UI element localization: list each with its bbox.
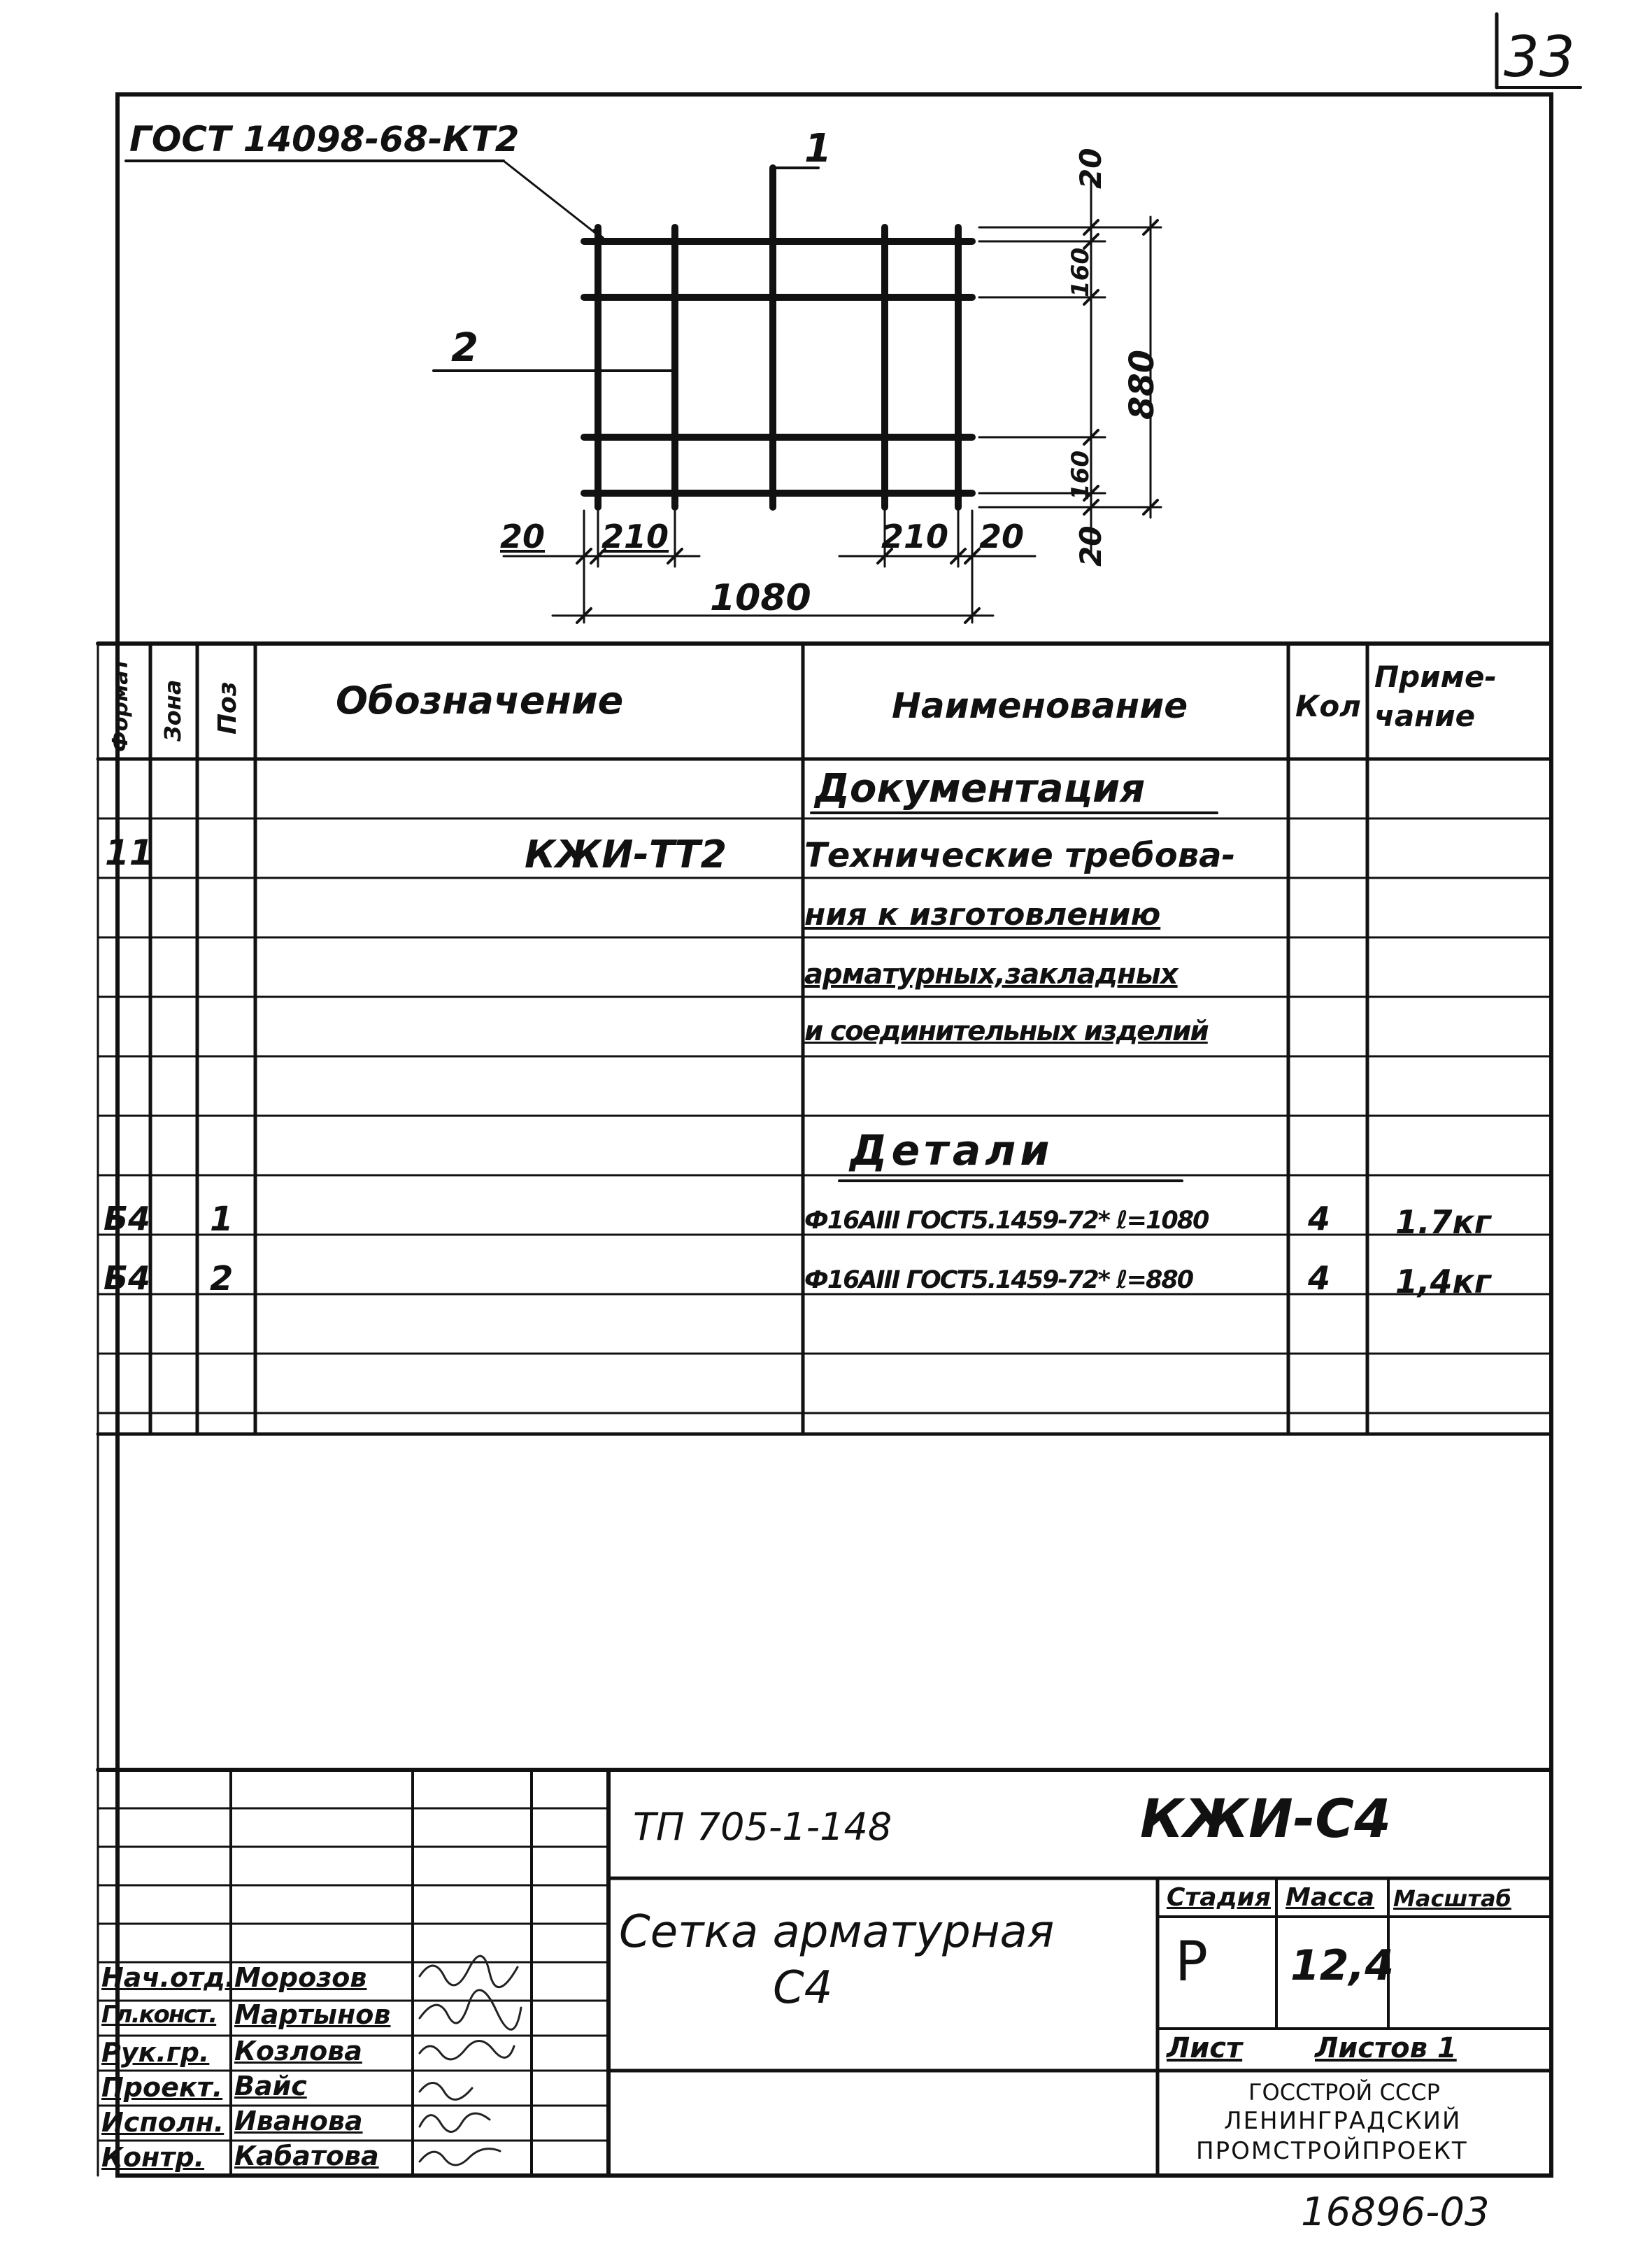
part-1-name: Ф16АIII ГОСТ5.1459-72* ℓ=1080	[804, 1207, 1209, 1235]
stage-value: Р	[1175, 1931, 1209, 1994]
header-zone: Зона	[159, 679, 186, 742]
doc-name-line-3: арматурных,закладных	[804, 958, 1178, 991]
stage-label: Стадия	[1167, 1883, 1271, 1912]
title-line-2: С4	[773, 1962, 833, 2014]
signature-name-6: Кабатова	[234, 2141, 379, 2171]
mass-value: 12,4	[1290, 1941, 1395, 1990]
header-note: Приме- чание	[1374, 660, 1497, 733]
sheet-label: Лист	[1167, 2032, 1243, 2064]
archive-number: 16896-03	[1301, 2190, 1490, 2235]
doc-name-line-2: ния к изготовлению	[804, 897, 1161, 932]
dim-right-210: 210	[881, 518, 949, 555]
part-1-note: 1.7кг	[1395, 1203, 1491, 1241]
title-line-1: Сетка арматурная	[619, 1906, 1055, 1958]
signature-role-6: Контр.	[101, 2142, 205, 2173]
signature-role-3: Рук.гр.	[101, 2037, 210, 2068]
org-line-1: ГОССТРОЙ СССР	[1248, 2079, 1440, 2106]
signature-name-3: Козлова	[234, 2036, 362, 2066]
doc-designation: КЖИ-ТТ2	[525, 832, 727, 877]
dim-bottom-20: 20	[1074, 525, 1108, 567]
doc-name-line-4: и соединительных изделий	[804, 1016, 1208, 1047]
signature-name-1: Морозов	[234, 1962, 367, 1993]
position-1-label: 1	[804, 126, 832, 171]
header-designation: Обозначение	[336, 679, 624, 723]
org-line-2: ЛЕНИНГРАДСКИЙ	[1224, 2107, 1462, 2135]
part-1-pos: 1	[210, 1200, 234, 1239]
dim-left-210: 210	[601, 518, 669, 555]
signature-name-4: Вайс	[234, 2071, 307, 2101]
header-pos: Поз	[213, 681, 242, 735]
dim-left-20: 20	[500, 518, 546, 555]
position-2-label: 2	[451, 325, 478, 371]
signature-role-1: Нач.отд.	[101, 1962, 236, 1993]
signature-name-5: Иванова	[234, 2106, 363, 2136]
sheets-label: Листов 1	[1315, 2032, 1457, 2064]
signature-role-2: Гл.конст.	[101, 2001, 217, 2029]
signature-role-4: Проект.	[101, 2072, 223, 2103]
signature-name-2: Мартынов	[234, 1999, 391, 2030]
document-code: КЖИ-С4	[1140, 1787, 1391, 1850]
dim-880: 880	[1123, 349, 1162, 420]
dim-160-top: 160	[1067, 248, 1095, 297]
dim-1080: 1080	[710, 577, 811, 619]
part-2-name: Ф16АIII ГОСТ5.1459-72* ℓ=880	[804, 1266, 1193, 1294]
dim-160-bottom: 160	[1067, 451, 1095, 500]
part-1-format: Б4	[104, 1200, 151, 1237]
header-name: Наименование	[892, 686, 1188, 726]
scale-label: Масштаб	[1393, 1885, 1511, 1912]
header-format: Формат	[108, 658, 133, 752]
mass-label: Масса	[1286, 1883, 1375, 1912]
doc-format: 11	[105, 832, 154, 873]
part-2-format: Б4	[104, 1259, 151, 1297]
doc-name-line-1: Технические требова-	[804, 836, 1236, 875]
gost-callout: ГОСТ 14098-68-КТ2	[129, 119, 520, 159]
project-code: ТП 705-1-148	[633, 1805, 892, 1849]
part-1-qty: 4	[1308, 1200, 1331, 1237]
signature-role-5: Исполн.	[101, 2107, 225, 2138]
part-2-qty: 4	[1308, 1259, 1331, 1297]
org-line-3: ПРОМСТРОЙПРОЕКТ	[1196, 2137, 1468, 2165]
part-2-pos: 2	[210, 1259, 234, 1298]
dim-top-20: 20	[1074, 148, 1108, 189]
section-documentation: Документация	[815, 766, 1146, 811]
section-parts: Детали	[850, 1126, 1054, 1175]
dim-right-20: 20	[979, 518, 1025, 555]
part-2-note: 1,4кг	[1395, 1263, 1491, 1300]
header-qty: Кол	[1295, 689, 1361, 723]
sheet-number: 33	[1504, 24, 1575, 90]
